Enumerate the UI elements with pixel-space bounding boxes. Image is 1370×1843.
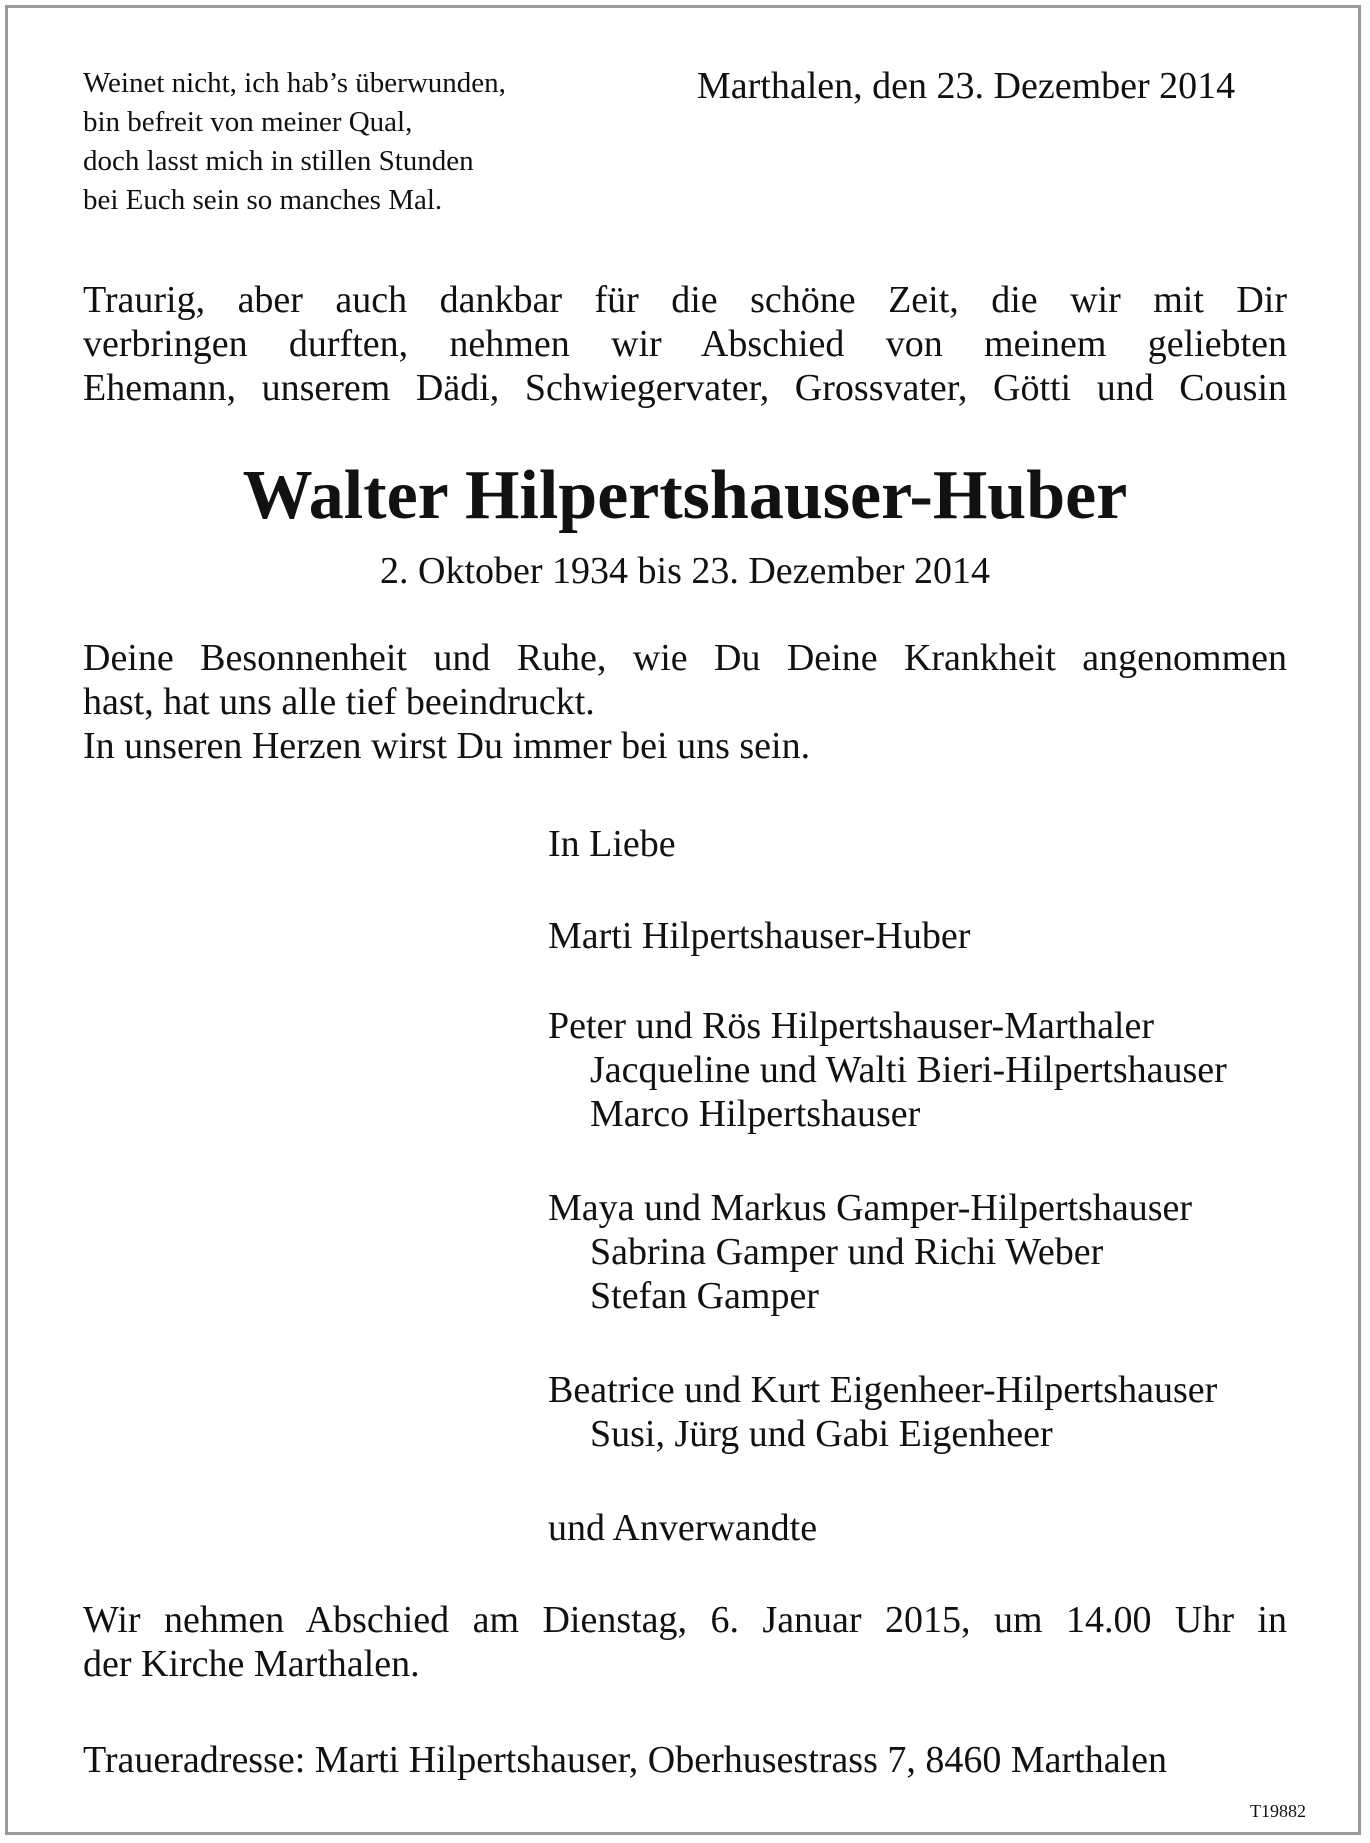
family-member: Sabrina Gamper und Richi Weber bbox=[590, 1231, 1104, 1273]
tribute-line: hast, hat uns alle tief beeindruckt. bbox=[83, 681, 595, 723]
funeral-line: der Kirche Marthalen. bbox=[83, 1643, 420, 1685]
intro-line: Ehemann, unserem Dädi, Schwiegervater, Grossvater, Götti und Cousin bbox=[83, 367, 1287, 409]
mourner-family-3 bbox=[548, 1368, 1217, 1456]
intro-line: Traurig, aber auch dankbar für die schöne Zeit, die wir mit Dir bbox=[83, 279, 1287, 321]
family-head: Beatrice und Kurt Eigenheer-Hilpertshauser bbox=[548, 1369, 1218, 1411]
mourner-relatives: und Anverwandte bbox=[548, 1507, 818, 1549]
family-head: Maya und Markus Gamper-Hilpertshauser bbox=[548, 1187, 1192, 1229]
mourner-spouse: Marti Hilpertshauser-Huber bbox=[548, 915, 971, 957]
family-member: Jacqueline und Walti Bieri-Hilpertshauser bbox=[590, 1049, 1227, 1091]
poem-line: bin befreit von meiner Qual, bbox=[83, 106, 413, 138]
funeral-notice bbox=[83, 1598, 1287, 1686]
poem-line: bei Euch sein so manches Mal. bbox=[83, 184, 443, 216]
place-date: Marthalen, den 23. Dezember 2014 bbox=[697, 65, 1236, 107]
intro-line: verbringen durften, nehmen wir Abschied von meinem geliebten bbox=[83, 323, 1287, 365]
mourning-address: Traueradresse: Marti Hilpertshauser, Oberhusestrass 7, 8460 Marthalen bbox=[83, 1739, 1168, 1781]
life-dates: 2. Oktober 1934 bis 23. Dezember 2014 bbox=[380, 550, 990, 592]
family-member: Susi, Jürg und Gabi Eigenheer bbox=[590, 1413, 1053, 1455]
mourner-family-1 bbox=[548, 1004, 1227, 1136]
poem bbox=[83, 64, 506, 220]
poem-line: doch lasst mich in stillen Stunden bbox=[83, 145, 474, 177]
funeral-line: Wir nehmen Abschied am Dienstag, 6. Januar 2015, um 14.00 Uhr in bbox=[83, 1599, 1287, 1641]
family-head: Peter und Rös Hilpertshauser-Marthaler bbox=[548, 1005, 1155, 1047]
intro-text bbox=[83, 278, 1287, 410]
tribute-text bbox=[83, 636, 1287, 768]
poem-line: Weinet nicht, ich hab’s überwunden, bbox=[83, 67, 506, 99]
family-member: Marco Hilpertshauser bbox=[590, 1093, 921, 1135]
ad-code: T19882 bbox=[1250, 1801, 1306, 1821]
tribute-line: Deine Besonnenheit und Ruhe, wie Du Deine Krankheit angenommen bbox=[83, 637, 1287, 679]
family-member: Stefan Gamper bbox=[590, 1275, 819, 1317]
mourner-family-2 bbox=[548, 1186, 1192, 1318]
tribute-line: In unseren Herzen wirst Du immer bei uns sein. bbox=[83, 725, 811, 767]
deceased-name: Walter Hilpertshauser-Huber bbox=[242, 457, 1128, 534]
signoff: In Liebe bbox=[548, 823, 676, 865]
